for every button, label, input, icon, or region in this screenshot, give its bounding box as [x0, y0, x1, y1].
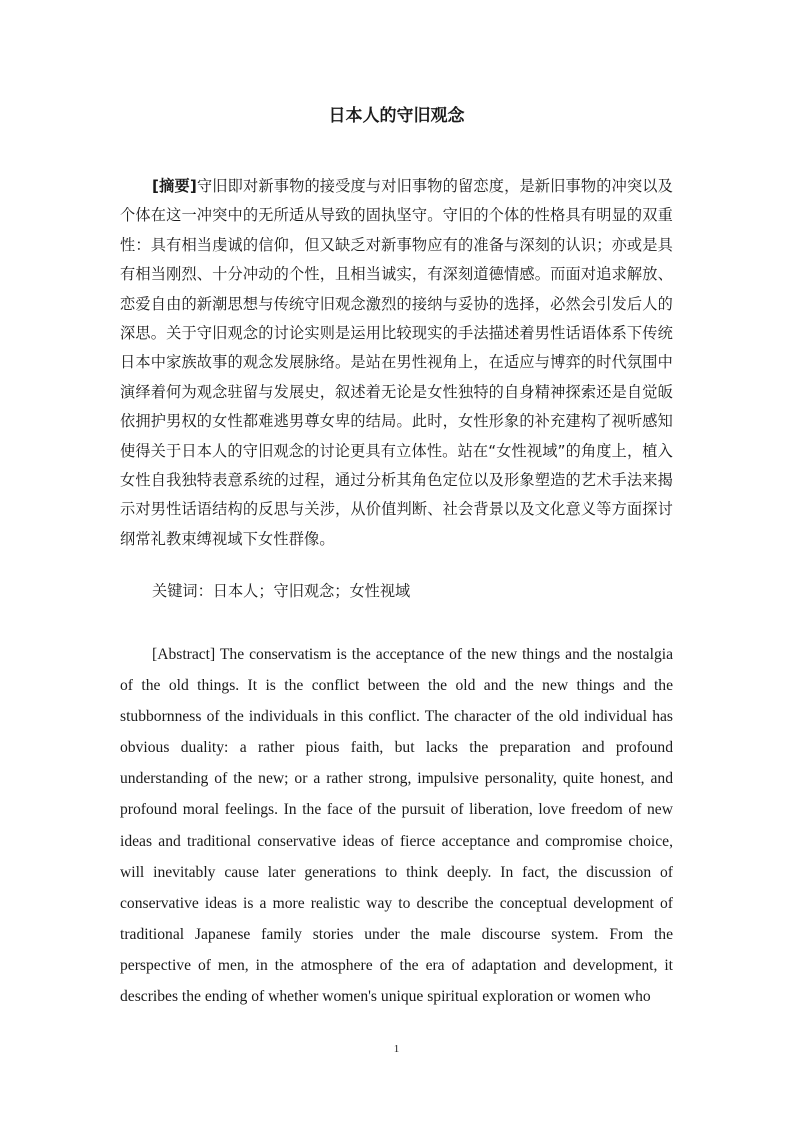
english-abstract: [Abstract] The conservatism is the acceptance of the new things and the nostalgia of the old things. It is the conflict between the old and the new things and the stubbornness of the individuals in this conflict. The character of the old individual has obvious duality: a rather pious faith, but lacks the preparation and profound understanding of the new; or a rather strong, impulsive personality, quite honest, and profound moral feelings. In the face of the pursuit of liberation, love freedom of new ideas and traditional conservative ideas of fierce acceptance and compromise choice, will inevitably cause later generations to think deeply. In fact, the discussion of conservative ideas is a more realistic way to describe the conceptual development of traditional Japanese family stories under the male discourse system. From the perspective of men, in the atmosphere of the era of adaptation and development, it describes the ending of whether women's unique spiritual exploration or women who [120, 646, 673, 1006]
chinese-abstract-text: 守旧即对新事物的接受度与对旧事物的留恋度，是新旧事物的冲突以及个体在这一冲突中的无所适从导致的固执坚守。守旧的个体的性格具有明显的双重性：具有相当虔诚的信仰，但又缺乏对新事物应有的准备与深刻的认识；亦或是具有相当刚烈、十分冲动的个性，且相当诚实，有深刻道德情感。而面对追求解放、恋爱自由的新潮思想与传统守旧观念激烈的接纳与妥协的选择，必然会引发后人的深思。关于守旧观念的讨论实则是运用比较现实的手法描述着男性话语体系下传统日本中家族故事的观念发展脉络。是站在男性视角上，在适应与博弈的时代氛围中演绎着何为观念驻留与发展史，叙述着无论是女性独特的自身精神探索还是自觉皈依拥护男权的女性都难逃男尊女卑的结局。此时，女性形象的补充建构了视听感知使得关于日本人的守旧观念的讨论更具有立体性。站在“女性视域”的角度上，植入女性自我独特表意系统的过程，通过分析其角色定位以及形象塑造的艺术手法来揭示对男性话语结构的反思与关涉，从价值判断、社会背景以及文化意义等方面探讨纲常礼教束缚视域下女性群像。 [120, 177, 673, 548]
document-title: 日本人的守旧观念 [328, 106, 465, 126]
page-number: 1 [393, 1043, 400, 1055]
chinese-keywords: 关键词：日本人；守旧观念；女性视域 [152, 582, 411, 600]
chinese-abstract [120, 172, 673, 554]
abstract-label: [摘要] [152, 177, 197, 195]
